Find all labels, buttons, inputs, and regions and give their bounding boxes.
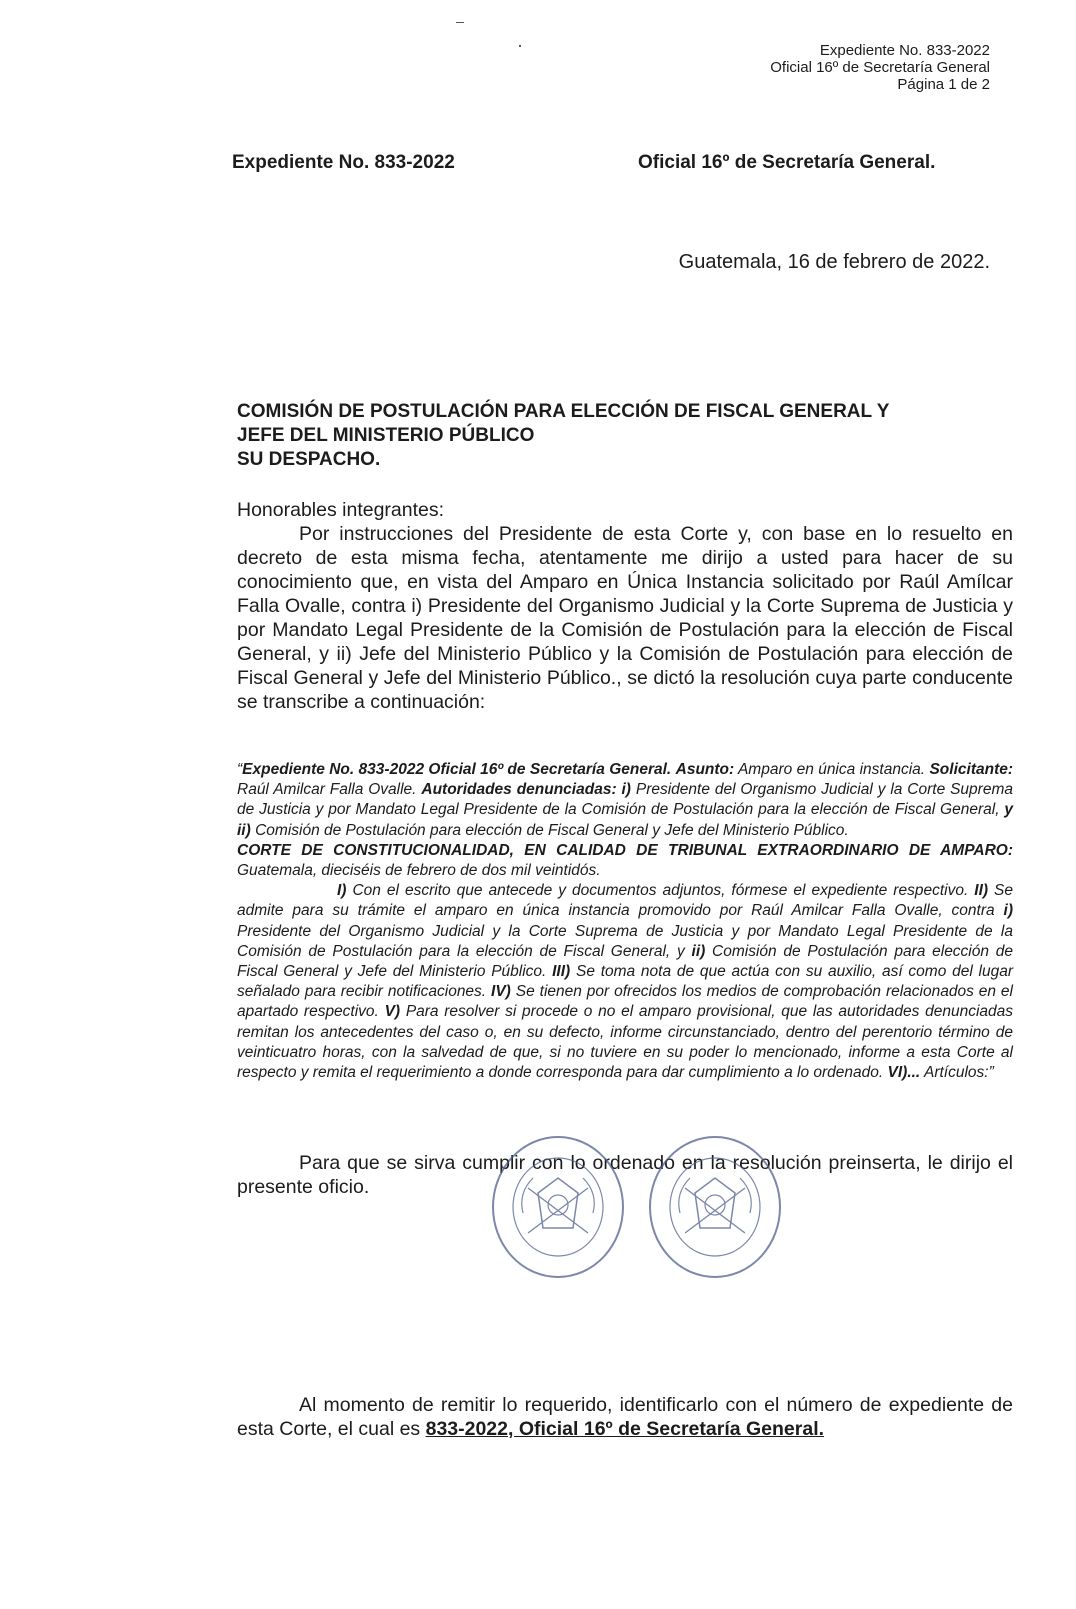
item-ii: II) bbox=[974, 882, 989, 900]
item-i-text: Con el escrito que antecede y documentos adjuntos, fórmese el expediente respectivo. bbox=[346, 882, 975, 900]
letter-date: Guatemala, 16 de febrero de 2022. bbox=[678, 251, 990, 273]
salutation: Honorables integrantes: bbox=[237, 499, 445, 521]
quote-autoridad-2: Comisión de Postulación para elección de Fiscal General y Jefe del Ministerio Público. bbox=[250, 821, 849, 839]
scan-speck bbox=[456, 22, 464, 23]
item-iii: III) bbox=[552, 963, 571, 981]
quote-asunto-label: Asunto: bbox=[675, 761, 735, 778]
corte-seal bbox=[645, 1133, 785, 1281]
quote-court bbox=[237, 841, 1013, 881]
addressee-line-1: COMISIÓN DE POSTULACIÓN PARA ELECCIÓN DE FISCAL GENERAL Y bbox=[237, 401, 890, 422]
header-expediente: Expediente No. 833-2022 bbox=[819, 42, 990, 59]
header-page-number: Página 1 de 2 bbox=[897, 76, 990, 93]
quote-court-date: Guatemala, dieciséis de febrero de dos mil veintidós. bbox=[237, 862, 601, 880]
quote-autoridad-1: Presidente del Organismo Judicial y la Corte Suprema de Justicia y por Mandato Legal Presidente de la Comisión de Postulación para la elección de Fiscal General, bbox=[237, 781, 1013, 819]
paragraph-instructions: Por instrucciones del Presidente de esta Corte y, con base en lo resuelto en decreto de esta misma fecha, atentamente me dirijo a usted para hacer de su conocimiento que, en vista del Amparo en Única Instancia solicitado por Raúl Amílcar Falla Ovalle, contra i) Presidente del Organismo Judicial y la Corte Suprema de Justicia y por Mandato Legal Presidente de la Comisión de Postulación para la elección de Fiscal General, y ii) Jefe del Ministerio Público y la Comisión de Postulación para elección de Fiscal General y Jefe del Ministerio Público., se dictó la resolución cuya parte conducente se transcribe a continuación: bbox=[237, 523, 1013, 713]
subject-oficial: Oficial 16º de Secretaría General. bbox=[638, 152, 936, 173]
subject-expediente: Expediente No. 833-2022 bbox=[232, 152, 455, 173]
addressee-line-3: SU DESPACHO. bbox=[237, 449, 381, 470]
addressee-block bbox=[237, 400, 889, 472]
scan-speck bbox=[519, 45, 521, 47]
reference-number: 833-2022, Oficial 16º de Secretaría General. bbox=[425, 1418, 825, 1440]
reference-text: Al momento de remitir lo requerido, identificarlo con el número de expediente de esta Corte, el cual es bbox=[237, 1394, 1013, 1440]
quote-court-name: CORTE DE CONSTITUCIONALIDAD, EN CALIDAD DE TRIBUNAL EXTRAORDINARIO DE AMPARO: bbox=[237, 841, 1013, 859]
quote-solicitante-label: Solicitante: bbox=[929, 761, 1014, 778]
item-v-text: Para resolver si procede o no el amparo provisional, que las autoridades denunciadas remitan los antecedentes del caso o, en su defecto, informe circunstanciado, dentro del perentorio término de veinticuatro horas, con la salvedad de que, si no tuviere en su poder lo mencionado, informe a esta Corte al respecto y remita el requerimiento a donde corresponda para dar cumplimiento a lo ordenado. bbox=[237, 1003, 1013, 1082]
page-header bbox=[770, 42, 990, 93]
quote-autoridades-label: Autoridades denunciadas: i) bbox=[421, 781, 631, 799]
quote-open-mark: “ bbox=[237, 761, 243, 778]
item-iii-text: Se toma nota de que actúa con su auxilio, así como del lugar señalado para recibir notificaciones. bbox=[237, 963, 1013, 1001]
addressee-line-2: JEFE DEL MINISTERIO PÚBLICO bbox=[237, 425, 535, 446]
header-oficial: Oficial 16º de Secretaría General bbox=[770, 59, 990, 76]
item-vi-text: Artículos:” bbox=[920, 1064, 994, 1082]
item-ii-sub-ii: ii) bbox=[691, 942, 706, 960]
paragraph-reference bbox=[237, 1393, 1013, 1441]
item-i: I) bbox=[337, 882, 347, 900]
quote-asunto: Amparo en única instancia. bbox=[734, 761, 930, 778]
quote-expediente: Expediente No. 833-2022 Oficial 16º de Secretaría General. bbox=[242, 761, 672, 778]
item-ii-sub-ii-text: Comisión de Postulación para elección de Fiscal General y Jefe del Ministerio Público. bbox=[237, 942, 1013, 981]
item-iv-text: Se tienen por ofrecidos los medios de comprobación relacionados en el apartado respectivo. bbox=[237, 983, 1013, 1021]
item-ii-text: Se admite para su trámite el amparo en única instancia promovido por Raúl Amilcar Falla Ovalle, contra bbox=[237, 882, 1014, 920]
item-ii-sub-i-text: Presidente del Organismo Judicial y la Corte Suprema de Justicia y por Mandato Legal Presidente de la Comisión de Postulación para la elección de Fiscal General, y bbox=[237, 922, 1013, 960]
resolution-quote bbox=[237, 760, 1013, 1083]
paragraph-closing: Para que se sirva cumplir con lo ordenado en la resolución preinserta, le dirijo el presente oficio. bbox=[237, 1152, 1013, 1198]
item-iv: IV) bbox=[491, 983, 511, 1001]
quote-solicitante: Raúl Amilcar Falla Ovalle. bbox=[237, 781, 422, 799]
item-vi: VI)... bbox=[887, 1064, 921, 1082]
item-ii-sub-i: i) bbox=[1003, 902, 1013, 920]
quote-resolution bbox=[237, 881, 1013, 1083]
item-v: V) bbox=[384, 1003, 401, 1021]
quote-item-ii: y ii) bbox=[237, 801, 1013, 839]
quote-heading bbox=[237, 760, 1013, 841]
secretaria-seal bbox=[488, 1133, 628, 1281]
